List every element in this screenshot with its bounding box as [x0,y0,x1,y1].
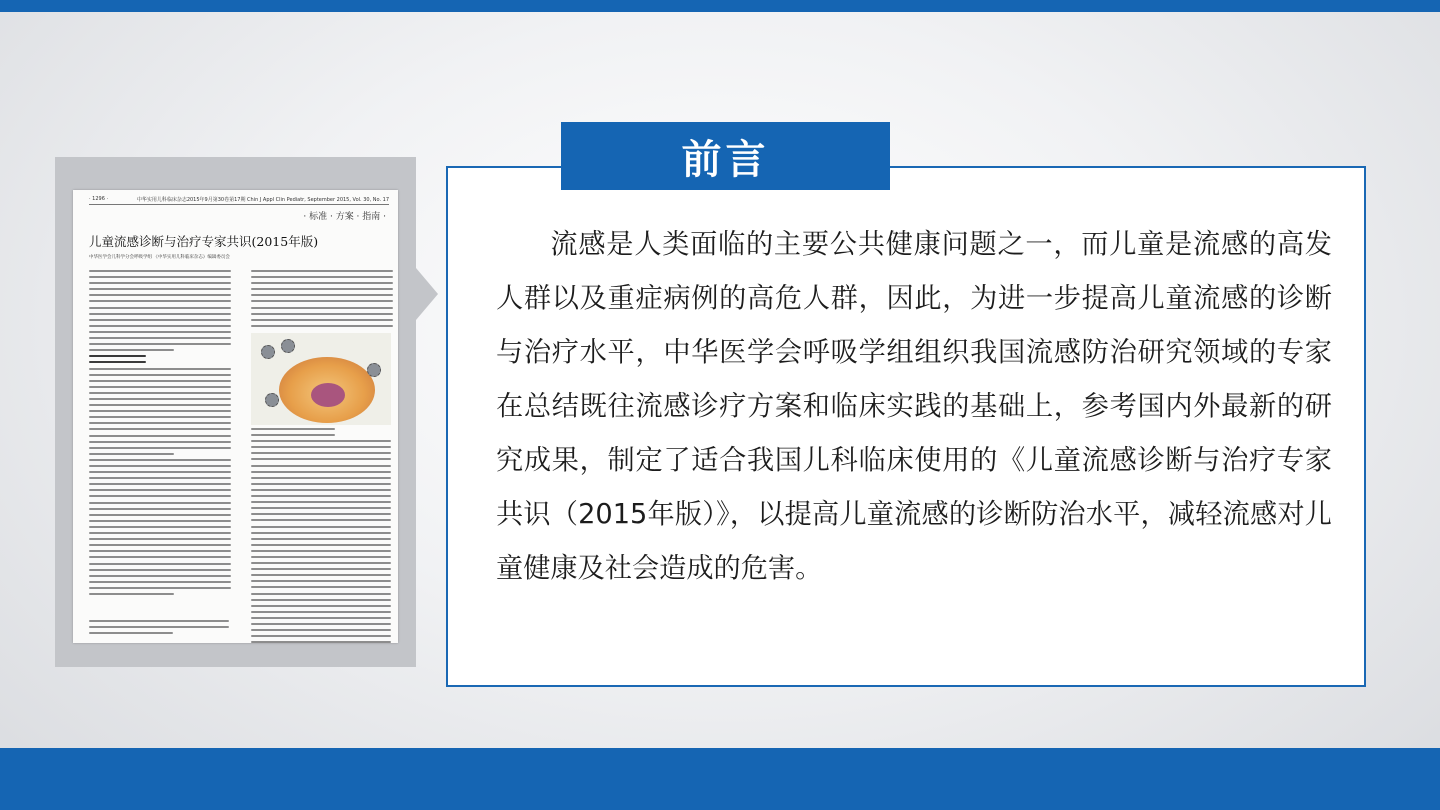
document-journal-header: 中华实用儿科临床杂志2015年9月第30卷第17期 Chin J Appl Clin Pediatr, September 2015, Vol. 30, No. 17 [136,197,389,203]
virus-particle [265,393,279,407]
document-pointer-arrow [416,268,438,320]
document-page-number: · 1296 · [89,196,109,202]
document-authors: 中华医学会儿科学分会呼吸学组 《中华实用儿科临床杂志》编辑委员会 [89,255,230,260]
document-thumbnail [73,190,398,643]
document-figure-caption [251,428,391,643]
document-header [89,196,389,203]
document-footnote [89,620,229,638]
document-right-column [251,270,393,331]
virus-particle [281,339,295,353]
document-figure [251,333,391,425]
virus-particle [261,345,275,359]
top-accent-bar [0,0,1440,12]
title-banner [561,122,890,190]
document-header-rule [89,204,389,205]
body-paragraph: 流感是人类面临的主要公共健康问题之一，而儿童是流感的高发人群以及重症病例的高危人群，因此，为进一步提高儿童流感的诊断与治疗水平，中华医学会呼吸学组组织我国流感防治研究领域的专家在总结既往流感诊疗方案和临床实践的基础上，参考国内外最新的研究成果，制定了适合我国儿科临床使用的《儿童流感诊断与治疗专家共识（2015年版）》，以提高儿童流感的诊断防治水平，减轻流感对儿童健康及社会造成的危害。 [496,229,1332,584]
document-section-label: · 标准 · 方案 · 指南 · [303,212,386,222]
document-left-column [89,270,231,599]
slide-title: 前言 [681,136,770,183]
cell-nucleus [311,383,345,407]
virus-particle [367,363,381,377]
document-title: 儿童流感诊断与治疗专家共识(2015年版) [89,234,319,249]
bottom-accent-bar [0,748,1440,810]
